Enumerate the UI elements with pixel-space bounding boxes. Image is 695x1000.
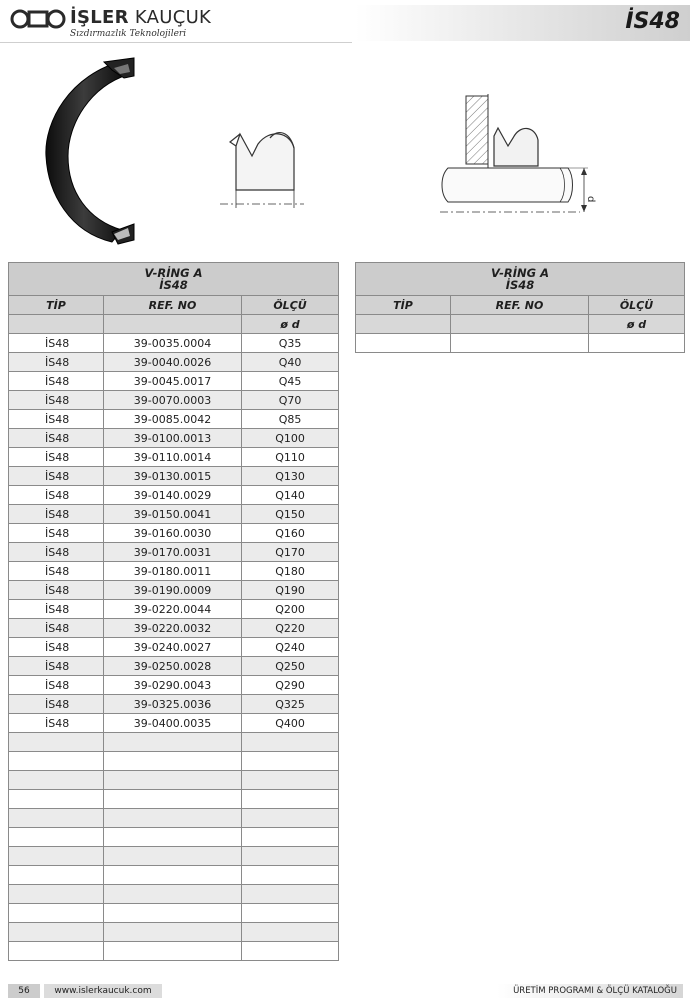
cell-ref-no: 39-0170.0031 — [104, 543, 242, 562]
cell-tip: İS48 — [9, 486, 104, 505]
cell-ref-no: 39-0040.0026 — [104, 353, 242, 372]
table-row — [9, 429, 339, 448]
cell-ref-no: 39-0035.0004 — [104, 334, 242, 353]
cell-size: Q35 — [242, 334, 339, 353]
table-row — [9, 942, 339, 961]
column-header-tip: TİP — [356, 296, 451, 315]
table-row — [9, 467, 339, 486]
logo-rings-icon — [10, 8, 66, 30]
cell-size: Q160 — [242, 524, 339, 543]
table-row — [9, 752, 339, 771]
cell-tip: İS48 — [9, 676, 104, 695]
cell-size: Q250 — [242, 657, 339, 676]
size-table-left-body — [9, 334, 339, 961]
cell-tip: İS48 — [9, 714, 104, 733]
cell-ref-no — [104, 885, 242, 904]
product-code-banner — [355, 5, 690, 41]
cell-tip: İS48 — [9, 334, 104, 353]
table-title-line2: İS48 — [159, 278, 188, 292]
size-table-left — [8, 262, 339, 961]
cell-ref-no: 39-0325.0036 — [104, 695, 242, 714]
unit-cell-diameter: ø d — [589, 315, 685, 334]
table-row — [9, 486, 339, 505]
cell-tip — [9, 790, 104, 809]
unit-cell-ref — [451, 315, 589, 334]
table-row — [9, 828, 339, 847]
cell-tip — [9, 771, 104, 790]
cell-ref-no: 39-0250.0028 — [104, 657, 242, 676]
table-row — [9, 353, 339, 372]
cell-tip: İS48 — [9, 467, 104, 486]
cell-tip: İS48 — [9, 410, 104, 429]
table-row — [9, 847, 339, 866]
cell-ref-no: 39-0220.0044 — [104, 600, 242, 619]
table-title-line2: İS48 — [505, 278, 535, 292]
cell-size — [242, 866, 339, 885]
cell-size — [242, 809, 339, 828]
cell-tip: İS48 — [9, 562, 104, 581]
table-row — [356, 334, 685, 353]
cell-tip: İS48 — [9, 695, 104, 714]
cell-size — [242, 752, 339, 771]
table-row — [9, 600, 339, 619]
column-header-ref-no: REF. NO — [451, 296, 589, 315]
cell-tip: İS48 — [9, 505, 104, 524]
table-row — [9, 372, 339, 391]
cell-ref-no: 39-0110.0014 — [104, 448, 242, 467]
page-number: 56 — [8, 984, 40, 998]
unit-cell-tip — [9, 315, 104, 334]
cell-size — [242, 828, 339, 847]
cell-tip: İS48 — [9, 600, 104, 619]
table-row — [9, 790, 339, 809]
cell-tip — [9, 733, 104, 752]
table-row — [9, 543, 339, 562]
product-illustration — [8, 44, 687, 260]
cell-size — [242, 904, 339, 923]
cell-size: Q170 — [242, 543, 339, 562]
cell-size — [242, 733, 339, 752]
cell-ref-no — [104, 771, 242, 790]
unit-cell-diameter: ø d — [242, 315, 339, 334]
cell-ref-no — [104, 942, 242, 961]
cell-size: Q70 — [242, 391, 339, 410]
table-row — [9, 923, 339, 942]
table-row — [9, 733, 339, 752]
cell-size: Q85 — [242, 410, 339, 429]
cell-ref-no: 39-0070.0003 — [104, 391, 242, 410]
cell-size — [242, 771, 339, 790]
size-table-right — [355, 262, 685, 353]
catalog-title: ÜRETİM PROGRAMI & ÖLÇÜ KATALOĞU — [497, 984, 683, 998]
cell-size: Q45 — [242, 372, 339, 391]
cell-ref-no — [451, 334, 589, 353]
cell-tip: İS48 — [9, 638, 104, 657]
cell-size — [242, 847, 339, 866]
cell-tip: İS48 — [9, 619, 104, 638]
table-title — [356, 263, 685, 296]
cell-tip — [9, 866, 104, 885]
cell-size — [242, 885, 339, 904]
cell-ref-no: 39-0190.0009 — [104, 581, 242, 600]
cell-size: Q400 — [242, 714, 339, 733]
brand-name-light: KAUÇUK — [134, 7, 212, 28]
cell-ref-no — [104, 809, 242, 828]
cell-ref-no — [104, 733, 242, 752]
cell-size: Q290 — [242, 676, 339, 695]
cell-ref-no: 39-0400.0035 — [104, 714, 242, 733]
column-header-olcu: ÖLÇÜ — [242, 296, 339, 315]
cell-tip: İS48 — [9, 391, 104, 410]
cell-tip — [9, 885, 104, 904]
cell-tip: İS48 — [9, 581, 104, 600]
cell-size: Q190 — [242, 581, 339, 600]
table-row — [9, 448, 339, 467]
table-row — [9, 562, 339, 581]
header-divider — [0, 42, 352, 43]
cell-tip — [9, 828, 104, 847]
cell-size: Q110 — [242, 448, 339, 467]
table-row — [9, 904, 339, 923]
cell-size: Q180 — [242, 562, 339, 581]
cell-tip — [9, 904, 104, 923]
table-row — [9, 391, 339, 410]
column-header-olcu: ÖLÇÜ — [589, 296, 685, 315]
cell-ref-no: 39-0240.0027 — [104, 638, 242, 657]
cell-ref-no: 39-0290.0043 — [104, 676, 242, 695]
cell-size: Q240 — [242, 638, 339, 657]
table-row — [9, 866, 339, 885]
illustration-canvas — [8, 44, 687, 260]
cell-size: Q220 — [242, 619, 339, 638]
cell-ref-no: 39-0045.0017 — [104, 372, 242, 391]
table-row — [9, 581, 339, 600]
cell-tip — [356, 334, 451, 353]
cell-size: Q140 — [242, 486, 339, 505]
table-row — [9, 809, 339, 828]
website-link[interactable]: www.islerkaucuk.com — [44, 984, 162, 998]
table-row — [9, 524, 339, 543]
cell-tip — [9, 923, 104, 942]
size-table-right-body — [356, 334, 685, 353]
cell-ref-no — [104, 866, 242, 885]
cell-ref-no: 39-0150.0041 — [104, 505, 242, 524]
cell-size — [242, 790, 339, 809]
cell-size: Q130 — [242, 467, 339, 486]
cell-ref-no: 39-0140.0029 — [104, 486, 242, 505]
cell-tip — [9, 752, 104, 771]
cell-ref-no: 39-0220.0032 — [104, 619, 242, 638]
unit-cell-ref — [104, 315, 242, 334]
cell-ref-no — [104, 828, 242, 847]
cell-tip: İS48 — [9, 372, 104, 391]
table-title-line1: V-RİNG A — [491, 266, 549, 280]
cell-tip: İS48 — [9, 524, 104, 543]
cell-size: Q40 — [242, 353, 339, 372]
cell-ref-no — [104, 923, 242, 942]
brand-name — [70, 7, 211, 28]
v-ring-cross-section — [220, 133, 304, 208]
cell-tip: İS48 — [9, 543, 104, 562]
cell-ref-no — [104, 790, 242, 809]
cell-ref-no: 39-0180.0011 — [104, 562, 242, 581]
cell-ref-no — [104, 904, 242, 923]
table-row — [9, 714, 339, 733]
table-row — [9, 505, 339, 524]
cell-ref-no: 39-0100.0013 — [104, 429, 242, 448]
product-code: İS48 — [625, 9, 680, 34]
table-row — [9, 657, 339, 676]
unit-cell-tip — [356, 315, 451, 334]
cell-size: Q325 — [242, 695, 339, 714]
cell-size — [242, 923, 339, 942]
cell-tip: İS48 — [9, 448, 104, 467]
page-footer — [0, 984, 695, 1000]
cell-size — [242, 942, 339, 961]
cell-ref-no — [104, 752, 242, 771]
cell-ref-no — [104, 847, 242, 866]
cell-size — [589, 334, 685, 353]
table-row — [9, 638, 339, 657]
table-row — [9, 771, 339, 790]
cell-size: Q100 — [242, 429, 339, 448]
table-row — [9, 619, 339, 638]
dimension-label-d: d — [585, 196, 596, 203]
cell-tip: İS48 — [9, 353, 104, 372]
cell-tip — [9, 847, 104, 866]
table-title — [9, 263, 339, 296]
cell-tip — [9, 942, 104, 961]
column-header-tip: TİP — [9, 296, 104, 315]
brand-tagline: Sızdırmazlık Teknolojileri — [70, 29, 187, 39]
table-title-line1: V-RİNG A — [144, 266, 203, 280]
cell-tip — [9, 809, 104, 828]
table-row — [9, 676, 339, 695]
page-header — [0, 0, 695, 44]
cell-tip: İS48 — [9, 657, 104, 676]
table-row — [9, 695, 339, 714]
cell-size: Q150 — [242, 505, 339, 524]
company-logo — [10, 6, 230, 40]
cell-ref-no: 39-0130.0015 — [104, 467, 242, 486]
cell-ref-no: 39-0085.0042 — [104, 410, 242, 429]
v-ring-3d-render — [46, 58, 134, 244]
table-row — [9, 410, 339, 429]
installation-drawing — [440, 94, 596, 212]
brand-name-bold: İŞLER — [70, 7, 129, 28]
cell-ref-no: 39-0160.0030 — [104, 524, 242, 543]
table-row — [9, 885, 339, 904]
cell-tip: İS48 — [9, 429, 104, 448]
cell-size: Q200 — [242, 600, 339, 619]
column-header-ref-no: REF. NO — [104, 296, 242, 315]
table-row — [9, 334, 339, 353]
